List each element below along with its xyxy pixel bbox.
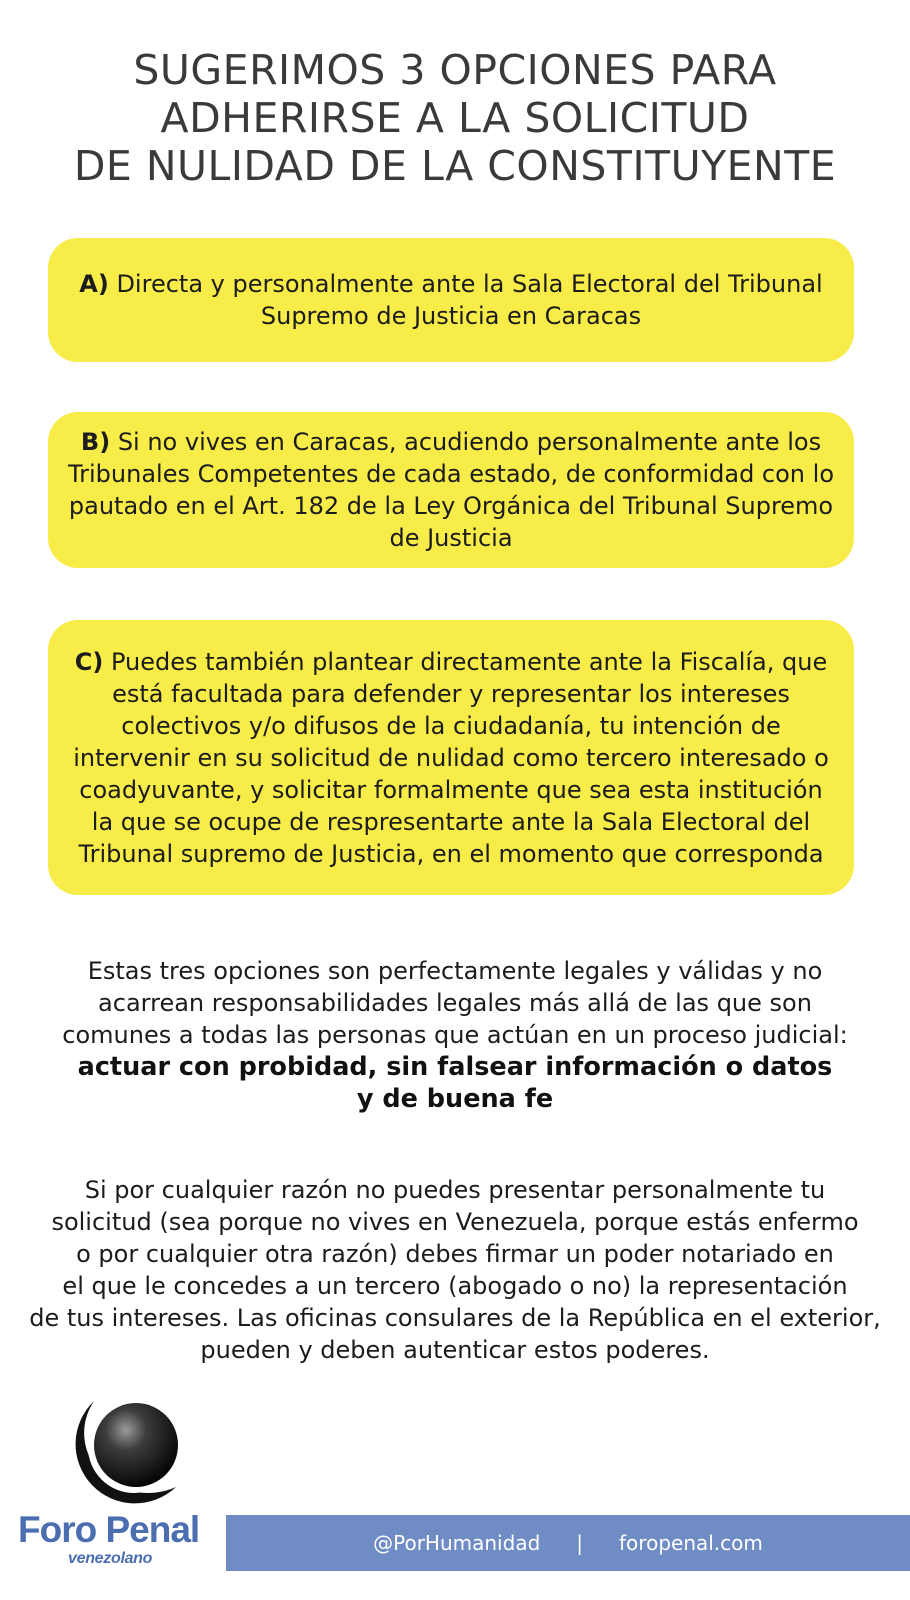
- brand-subtitle: venezolano: [68, 1550, 153, 1567]
- poa-note-line: solicitud (sea porque no vives en Venezuela, porque estás enfermo: [51, 1208, 859, 1236]
- website-link[interactable]: foropenal.com: [619, 1531, 763, 1555]
- option-b-text: [66, 426, 836, 554]
- title-line: SUGERIMOS 3 OPCIONES PARA: [133, 46, 777, 94]
- legal-note-emphasis: y de buena fe: [356, 1084, 554, 1114]
- poa-note-line: el que le concedes a un tercero (abogado o no) la representación: [62, 1272, 848, 1300]
- title-line: ADHERIRSE A LA SOLICITUD: [160, 94, 750, 142]
- legal-note-emphasis: actuar con probidad, sin falsear información o datos: [77, 1052, 833, 1082]
- option-a-body: Directa y personalmente ante la Sala Electoral del Tribunal Supremo de Justicia en Caracas: [116, 270, 823, 330]
- power-of-attorney-note: [0, 1174, 910, 1366]
- footer-separator: |: [576, 1531, 584, 1555]
- foro-penal-logo-icon: [50, 1395, 190, 1515]
- page-title: [0, 46, 910, 190]
- poa-note-line: de tus intereses. Las oficinas consulares de la República en el exterior,: [29, 1304, 881, 1332]
- option-a-text: [66, 268, 836, 332]
- option-b-body: Si no vives en Caracas, acudiendo personalmente ante los Tribunales Competentes de cada estado, de conformidad con lo pautado en el Art. 182 de la Ley Orgánica del Tribunal Supremo de Justicia: [68, 428, 834, 552]
- option-c-card: [48, 620, 854, 895]
- option-b-card: [48, 412, 854, 568]
- option-c-body: Puedes también plantear directamente ante la Fiscalía, que está facultada para defender y representar los intereses colectivos y/o difusos de la ciudadanía, tu intención de intervenir en su solicitud de nulidad como tercero interesado o coadyuvante, y solicitar formalmente que sea esta institución la que se ocupe de respresentarte ante la Sala Electoral del Tribunal supremo de Justicia, en el momento que corresponda: [73, 647, 829, 868]
- option-b-letter: B): [80, 428, 111, 456]
- title-line: DE NULIDAD DE LA CONSTITUYENTE: [73, 142, 837, 190]
- brand-name: Foro Penal: [18, 1509, 200, 1550]
- legal-note-line: Estas tres opciones son perfectamente legales y válidas y no: [87, 957, 823, 985]
- foro-penal-logo: [18, 1395, 218, 1570]
- poa-note-line: Si por cualquier razón no puedes presentar personalmente tu: [84, 1176, 826, 1204]
- social-handle[interactable]: @PorHumanidad: [373, 1531, 541, 1555]
- footer-bar: [226, 1515, 910, 1571]
- option-c-text: [66, 646, 836, 870]
- option-c-letter: C): [74, 647, 104, 676]
- option-a-letter: A): [79, 270, 109, 298]
- poa-note-line: pueden y deben autenticar estos poderes.: [200, 1336, 710, 1364]
- legal-note-line: acarrean responsabilidades legales más allá de las que son: [98, 989, 812, 1017]
- option-a-card: [48, 238, 854, 362]
- legal-note: [0, 955, 910, 1115]
- poa-note-line: o por cualquier otra razón) debes firmar un poder notariado en: [76, 1240, 834, 1268]
- legal-note-line: comunes a todas las personas que actúan en un proceso judicial:: [62, 1021, 848, 1049]
